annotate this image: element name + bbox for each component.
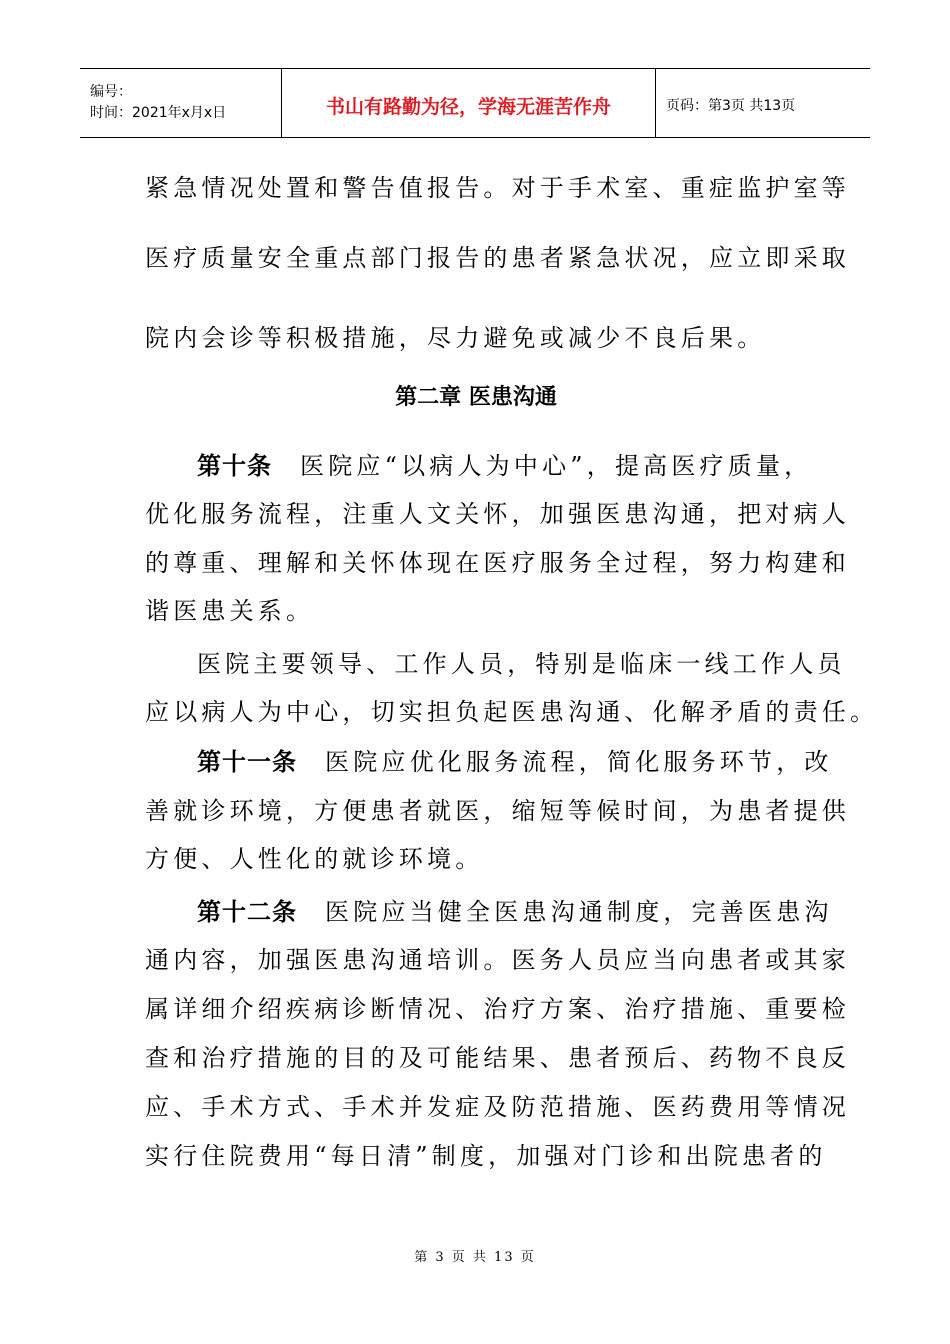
article-11-text: 医院应优化服务流程，简化服务环节，改 — [325, 748, 833, 776]
chapter-title: 第二章 医患沟通 — [395, 385, 557, 410]
article-11-label: 第十一条 — [197, 748, 297, 776]
paragraph-line: 医疗质量安全重点部门报告的患者紧急状况，应立即采取 — [145, 244, 850, 272]
article-12-text: 医院应当健全医患沟通制度，完善医患沟 — [325, 898, 833, 926]
page-footer: 第 3 页 共 13 页 — [414, 1250, 536, 1265]
article-10-label: 第十条 — [197, 452, 272, 480]
paragraph-line: 紧急情况处置和警告值报告。对于手术室、重症监护室等 — [145, 174, 850, 202]
page-header — [80, 68, 870, 138]
header-page-info: 页码：第3页 共13页 — [666, 98, 796, 114]
paragraph-line: 实行住院费用“每日清”制度，加强对门诊和出院患者的 — [145, 1142, 827, 1170]
paragraph-line: 属详细介绍疾病诊断情况、治疗方案、治疗措施、重要检 — [145, 995, 850, 1023]
paragraph-line: 的尊重、理解和关怀体现在医疗服务全过程，努力构建和 — [145, 549, 850, 577]
header-motto: 书山有路勤为径，学海无涯苦作舟 — [325, 95, 611, 118]
article-10-first-line — [145, 450, 813, 482]
paragraph-line: 查和治疗措施的目的及可能结果、患者预后、药物不良反 — [145, 1044, 850, 1072]
article-12-label: 第十二条 — [197, 898, 297, 926]
paragraph-line: 应、手术方式、手术并发症及防范措施、医药费用等情况 — [145, 1093, 850, 1121]
paragraph-line: 通内容，加强医患沟通培训。医务人员应当向患者或其家 — [145, 946, 850, 974]
paragraph-line: 应以病人为中心，切实担负起医患沟通、化解矛盾的责任。 — [145, 698, 879, 726]
document-time: 时间：2021年x月x日 — [90, 105, 227, 121]
paragraph-line: 优化服务流程，注重人文关怀，加强医患沟通，把对病人 — [145, 500, 850, 528]
document-number: 编号： — [90, 84, 132, 100]
header-page-cell — [656, 69, 870, 137]
article-10-text: 医院应“以病人为中心”，提高医疗质量， — [300, 452, 813, 480]
header-motto-cell — [282, 69, 656, 137]
paragraph-line: 善就诊环境，方便患者就医，缩短等候时间，为患者提供 — [145, 797, 850, 825]
paragraph-line: 方便、人性化的就诊环境。 — [145, 845, 484, 873]
article-12-first-line — [145, 896, 833, 928]
paragraph-line: 医院主要领导、工作人员，特别是临床一线工作人员 — [197, 650, 846, 678]
article-11-first-line — [145, 746, 833, 778]
header-meta — [80, 69, 282, 137]
paragraph-line: 院内会诊等积极措施，尽力避免或减少不良后果。 — [145, 324, 766, 352]
paragraph-line: 谐医患关系。 — [145, 597, 315, 625]
